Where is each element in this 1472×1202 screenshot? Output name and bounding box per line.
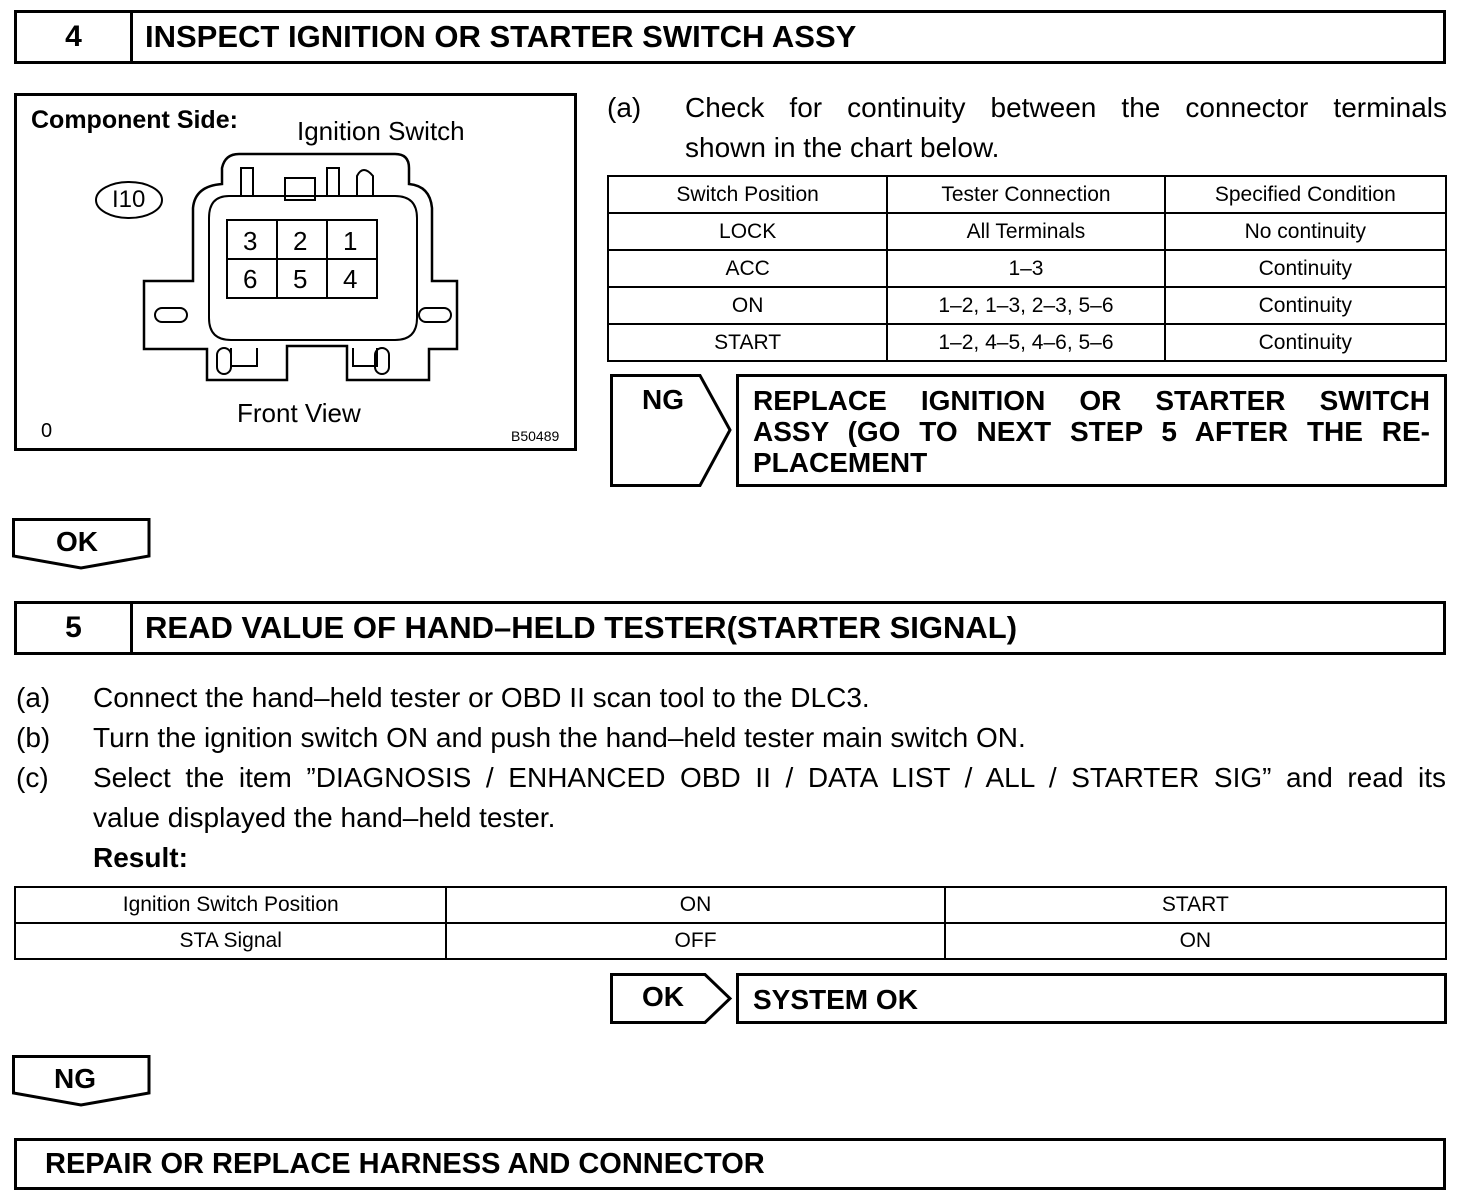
instruction-label: (b) bbox=[16, 722, 51, 753]
step-title: READ VALUE OF HAND–HELD TESTER(STARTER SIGNAL) bbox=[145, 610, 1018, 645]
table-cell: OFF bbox=[446, 923, 944, 959]
instruction-line: shown in the chart below. bbox=[685, 132, 1000, 163]
ng-branch-arrow bbox=[610, 374, 734, 487]
table-cell: ON bbox=[945, 923, 1446, 959]
table-cell: 1–3 bbox=[887, 250, 1164, 287]
pin-label: 3 bbox=[243, 226, 258, 256]
ok-branch-arrow bbox=[610, 973, 734, 1024]
table-cell: No continuity bbox=[1165, 213, 1446, 250]
instruction-label: (a) bbox=[16, 682, 51, 713]
step-number: 4 bbox=[17, 13, 133, 61]
table-cell: LOCK bbox=[608, 213, 887, 250]
pin-label: 1 bbox=[343, 226, 358, 256]
switch-name-label: Ignition Switch bbox=[297, 116, 465, 146]
table-header-row bbox=[608, 176, 1446, 213]
step-title: INSPECT IGNITION OR STARTER SWITCH ASSY bbox=[145, 19, 857, 54]
final-action-box bbox=[14, 1138, 1446, 1190]
ok-result-text: SYSTEM OK bbox=[753, 984, 918, 1015]
table-cell: 1–2, 4–5, 4–6, 5–6 bbox=[887, 324, 1164, 361]
table-header: Tester Connection bbox=[887, 176, 1164, 213]
table-row bbox=[608, 324, 1446, 361]
table-cell: Continuity bbox=[1165, 287, 1446, 324]
table-header: Specified Condition bbox=[1165, 176, 1446, 213]
table-row bbox=[608, 213, 1446, 250]
table-cell: All Terminals bbox=[887, 213, 1164, 250]
instruction-line: Check for continuity between the connector terminals bbox=[685, 92, 1447, 123]
step-number: 5 bbox=[17, 604, 133, 652]
connector-diagram bbox=[14, 93, 577, 451]
view-label: Front View bbox=[237, 398, 361, 428]
table-cell: START bbox=[945, 887, 1446, 923]
step-4-header bbox=[14, 10, 1446, 64]
ok-label: OK bbox=[642, 981, 684, 1012]
step-5-instructions bbox=[16, 678, 1448, 878]
ng-action-box bbox=[736, 374, 1447, 487]
pin-label: 6 bbox=[243, 264, 258, 294]
table-cell: 1–2, 1–3, 2–3, 5–6 bbox=[887, 287, 1164, 324]
result-label: Result: bbox=[93, 842, 188, 873]
connector-code: I10 bbox=[112, 186, 146, 213]
instruction-line: value displayed the hand–held tester. bbox=[93, 802, 556, 833]
pin-label: 2 bbox=[293, 226, 308, 256]
figure-id: B50489 bbox=[511, 428, 560, 444]
instruction-line: Turn the ignition switch ON and push the hand–held tester main switch ON. bbox=[93, 722, 1026, 753]
table-cell: STA Signal bbox=[15, 923, 446, 959]
component-side-label: Component Side: bbox=[31, 106, 238, 134]
table-header: Switch Position bbox=[608, 176, 887, 213]
instruction-label: (c) bbox=[16, 762, 49, 793]
table-cell: Continuity bbox=[1165, 324, 1446, 361]
continuity-table bbox=[607, 175, 1447, 362]
ng-action-line: PLACEMENT bbox=[753, 447, 928, 478]
instruction-label: (a) bbox=[607, 92, 642, 123]
table-row bbox=[15, 887, 1446, 923]
ok-down-tag bbox=[12, 518, 152, 570]
sta-signal-table bbox=[14, 886, 1447, 960]
table-cell: ACC bbox=[608, 250, 887, 287]
instruction-line: Connect the hand–held tester or OBD II scan tool to the DLC3. bbox=[93, 682, 870, 713]
table-cell: Ignition Switch Position bbox=[15, 887, 446, 923]
table-cell: Continuity bbox=[1165, 250, 1446, 287]
table-cell: ON bbox=[608, 287, 887, 324]
table-row bbox=[608, 287, 1446, 324]
step-4-instruction bbox=[607, 88, 1447, 168]
ng-down-tag bbox=[12, 1055, 152, 1107]
corner-mark: 0 bbox=[41, 420, 53, 442]
ok-label: OK bbox=[56, 526, 98, 557]
instruction-line: Select the item ”DIAGNOSIS / ENHANCED OBD II / DATA LIST / ALL / STARTER SIG” and read its bbox=[93, 762, 1446, 793]
table-row bbox=[15, 923, 1446, 959]
ng-action-line: REPLACE IGNITION OR STARTER SWITCH bbox=[753, 385, 1430, 416]
table-cell: ON bbox=[446, 887, 944, 923]
pin-label: 5 bbox=[293, 264, 308, 294]
final-action-text: REPAIR OR REPLACE HARNESS AND CONNECTOR bbox=[45, 1147, 765, 1180]
step-5-header bbox=[14, 601, 1446, 655]
ng-label: NG bbox=[54, 1063, 96, 1094]
table-cell: START bbox=[608, 324, 887, 361]
ng-action-line: ASSY (GO TO NEXT STEP 5 AFTER THE RE- bbox=[753, 416, 1430, 447]
table-row bbox=[608, 250, 1446, 287]
ok-result-box bbox=[736, 973, 1447, 1024]
ng-label: NG bbox=[642, 384, 684, 415]
pin-label: 4 bbox=[343, 264, 358, 294]
